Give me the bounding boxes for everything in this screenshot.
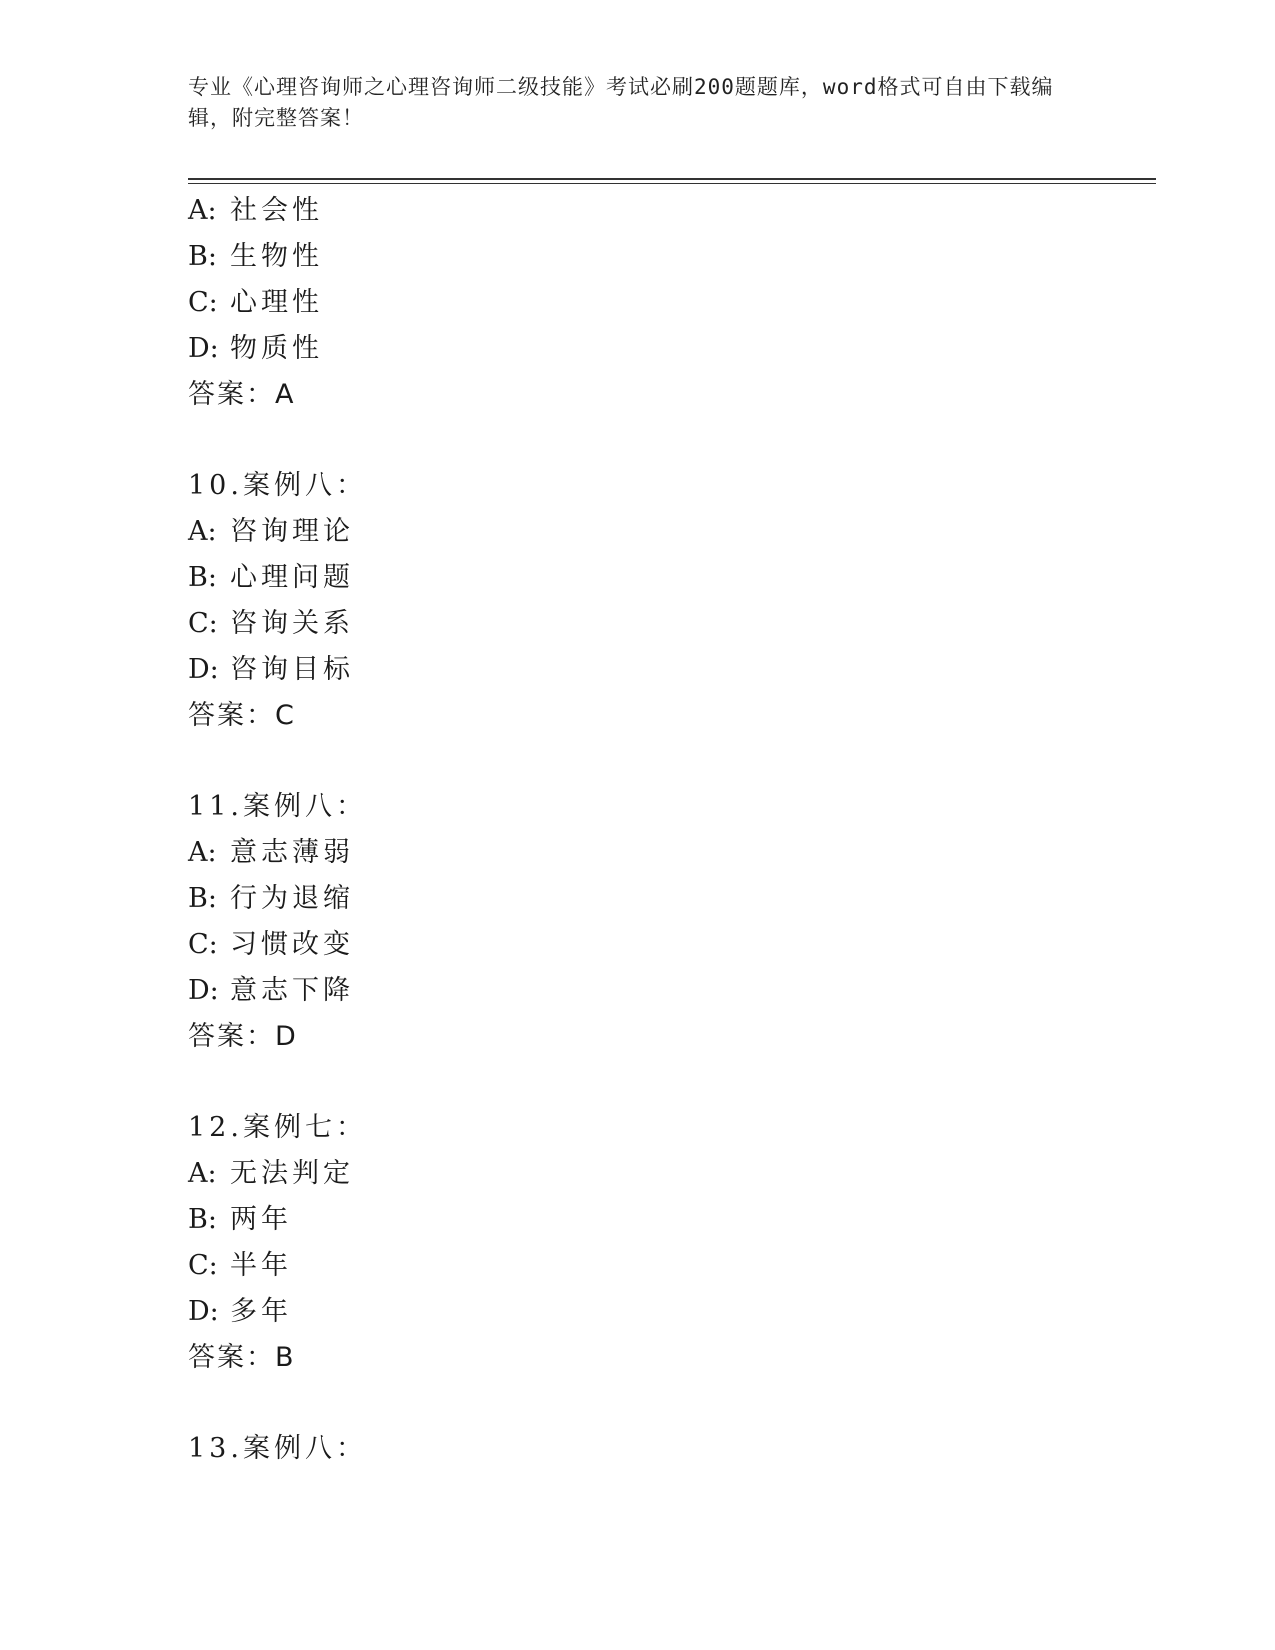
option-letter: C: [188, 608, 218, 639]
option-letter: C: [188, 1250, 218, 1281]
question-title: 11.案例八： [188, 791, 367, 822]
option-letter: D: [188, 333, 219, 364]
option-row [188, 1289, 1156, 1335]
option-row [188, 1197, 1156, 1243]
option-text: 心理性 [230, 287, 323, 318]
option-row [188, 968, 1156, 1014]
option-letter: D: [188, 1296, 219, 1327]
option-letter: A: [188, 195, 217, 226]
document-header: 专业《心理咨询师之心理咨询师二级技能》考试必刷200题题库，word格式可自由下载编辑，附完整答案！ [188, 75, 1054, 130]
option-text: 意志下降 [230, 975, 354, 1006]
answer-line: 答案：C [188, 700, 296, 731]
question-title: 13.案例八： [188, 1433, 367, 1464]
option-letter: B: [188, 241, 217, 272]
answer-line: 答案：D [188, 1021, 298, 1052]
option-letter: C: [188, 929, 218, 960]
option-letter: D: [188, 654, 219, 685]
option-row [188, 830, 1156, 876]
option-text: 意志薄弱 [230, 837, 354, 868]
question-title: 12.案例七： [188, 1112, 367, 1143]
option-text: 生物性 [230, 241, 323, 272]
option-row [188, 601, 1156, 647]
option-row [188, 326, 1156, 372]
option-row [188, 555, 1156, 601]
block-spacer [188, 1060, 1156, 1105]
option-letter: A: [188, 837, 217, 868]
header-divider [188, 178, 1156, 180]
option-text: 半年 [230, 1250, 292, 1281]
option-row [188, 1243, 1156, 1289]
option-row [188, 647, 1156, 693]
option-text: 习惯改变 [230, 929, 354, 960]
option-text: 社会性 [230, 195, 323, 226]
option-text: 两年 [230, 1204, 292, 1235]
option-text: 咨询理论 [230, 516, 354, 547]
option-letter: A: [188, 1158, 217, 1189]
option-letter: B: [188, 562, 217, 593]
question-block [188, 1105, 1156, 1381]
option-text: 咨询目标 [230, 654, 354, 685]
option-letter: D: [188, 975, 219, 1006]
question-block [188, 784, 1156, 1060]
option-row [188, 188, 1156, 234]
option-row [188, 280, 1156, 326]
question-title: 10.案例八： [188, 470, 367, 501]
option-text: 多年 [230, 1296, 292, 1327]
answer-line: 答案：A [188, 379, 296, 410]
option-text: 行为退缩 [230, 883, 354, 914]
question-block [188, 463, 1156, 739]
question-list [188, 188, 1156, 1472]
block-spacer [188, 739, 1156, 784]
option-row [188, 876, 1156, 922]
option-text: 咨询关系 [230, 608, 354, 639]
question-block [188, 1426, 1156, 1472]
option-row [188, 509, 1156, 555]
option-text: 无法判定 [230, 1158, 354, 1189]
option-row [188, 1151, 1156, 1197]
header-divider-thin [188, 183, 1156, 184]
option-text: 心理问题 [230, 562, 354, 593]
option-text: 物质性 [230, 333, 323, 364]
option-row [188, 922, 1156, 968]
option-letter: B: [188, 1204, 217, 1235]
option-row [188, 234, 1156, 280]
option-letter: C: [188, 287, 218, 318]
block-spacer [188, 418, 1156, 463]
option-letter: B: [188, 883, 217, 914]
block-spacer [188, 1381, 1156, 1426]
answer-line: 答案：B [188, 1342, 296, 1373]
question-block [188, 188, 1156, 418]
option-letter: A: [188, 516, 217, 547]
